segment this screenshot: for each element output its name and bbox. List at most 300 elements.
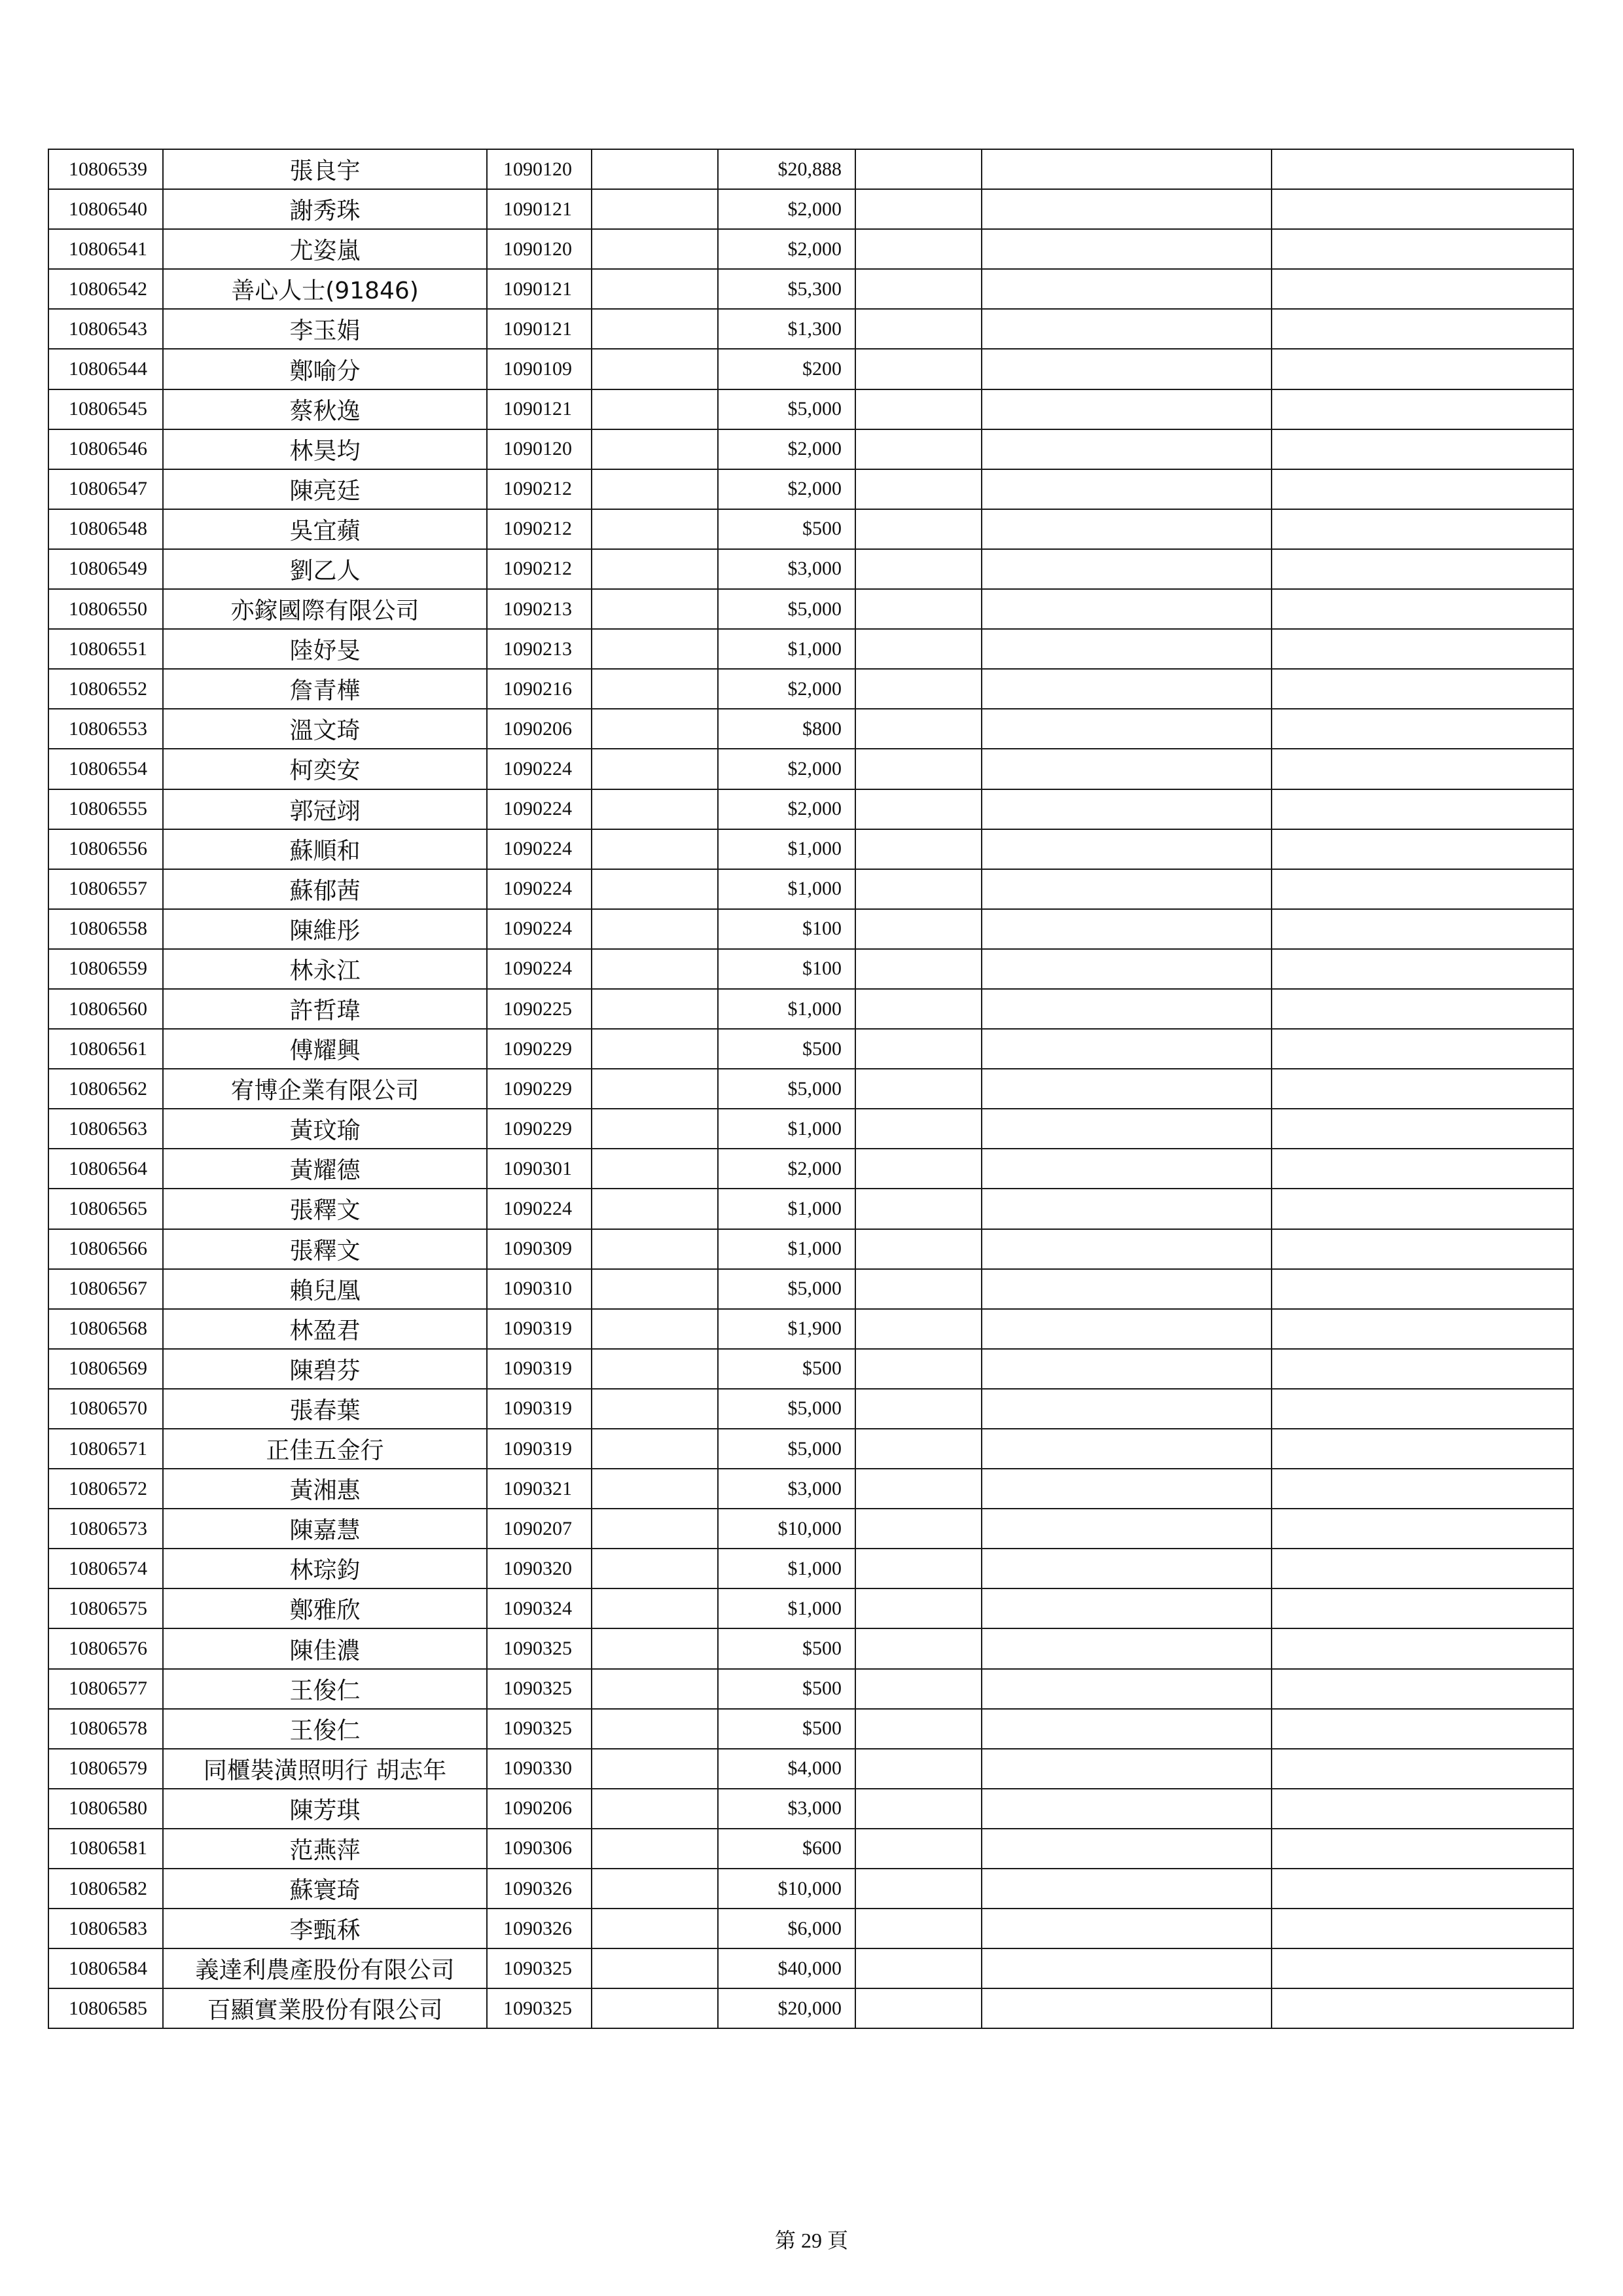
receipt-id-cell: 10806561 [48, 1029, 163, 1069]
date-cell: 1090326 [487, 1909, 592, 1948]
blank-cell [982, 1389, 1272, 1429]
receipt-id-cell: 10806568 [48, 1309, 163, 1349]
blank-cell [1272, 1229, 1573, 1269]
amount-cell: $2,000 [718, 189, 855, 229]
blank-cell [592, 149, 718, 189]
receipt-id-cell: 10806548 [48, 509, 163, 549]
donor-name-cell: 范燕萍 [163, 1829, 487, 1869]
date-cell: 1090309 [487, 1229, 592, 1269]
donor-name-cell: 宥博企業有限公司 [163, 1069, 487, 1109]
blank-cell [855, 1189, 982, 1229]
date-cell: 1090224 [487, 869, 592, 909]
date-cell: 1090121 [487, 309, 592, 349]
blank-cell [982, 1229, 1272, 1269]
table-row [48, 549, 1573, 589]
blank-cell [592, 869, 718, 909]
blank-cell [982, 909, 1272, 949]
blank-cell [855, 949, 982, 989]
blank-cell [592, 749, 718, 789]
table-row [48, 869, 1573, 909]
blank-cell [592, 669, 718, 709]
date-cell: 1090207 [487, 1509, 592, 1549]
blank-cell [855, 1588, 982, 1628]
table-row [48, 629, 1573, 669]
amount-cell: $2,000 [718, 469, 855, 509]
blank-cell [982, 469, 1272, 509]
table-row [48, 669, 1573, 709]
table-row [48, 1109, 1573, 1149]
amount-cell: $10,000 [718, 1509, 855, 1549]
blank-cell [855, 1549, 982, 1588]
blank-cell [1272, 1869, 1573, 1909]
receipt-id-cell: 10806553 [48, 709, 163, 749]
receipt-id-cell: 10806582 [48, 1869, 163, 1909]
donor-name-cell: 傅耀興 [163, 1029, 487, 1069]
blank-cell [1272, 1988, 1573, 2028]
donor-name-cell: 黃耀德 [163, 1149, 487, 1189]
blank-cell [592, 1869, 718, 1909]
blank-cell [1272, 309, 1573, 349]
blank-cell [855, 909, 982, 949]
amount-cell: $4,000 [718, 1749, 855, 1789]
blank-cell [592, 1309, 718, 1349]
blank-cell [592, 1189, 718, 1229]
date-cell: 1090121 [487, 189, 592, 229]
blank-cell [592, 1628, 718, 1668]
blank-cell [982, 1709, 1272, 1749]
blank-cell [855, 1869, 982, 1909]
table-row [48, 189, 1573, 229]
table-row [48, 1829, 1573, 1869]
blank-cell [855, 469, 982, 509]
amount-cell: $1,900 [718, 1309, 855, 1349]
blank-cell [1272, 789, 1573, 829]
blank-cell [982, 549, 1272, 589]
blank-cell [1272, 389, 1573, 429]
date-cell: 1090206 [487, 709, 592, 749]
blank-cell [1272, 1469, 1573, 1509]
blank-cell [982, 1829, 1272, 1869]
amount-cell: $3,000 [718, 549, 855, 589]
blank-cell [1272, 629, 1573, 669]
blank-cell [592, 1069, 718, 1109]
blank-cell [855, 189, 982, 229]
amount-cell: $1,300 [718, 309, 855, 349]
amount-cell: $500 [718, 1029, 855, 1069]
receipt-id-cell: 10806549 [48, 549, 163, 589]
amount-cell: $2,000 [718, 1149, 855, 1189]
table-row [48, 1588, 1573, 1628]
blank-cell [1272, 749, 1573, 789]
date-cell: 1090301 [487, 1149, 592, 1189]
date-cell: 1090325 [487, 1628, 592, 1668]
receipt-id-cell: 10806576 [48, 1628, 163, 1668]
blank-cell [1272, 1789, 1573, 1829]
receipt-id-cell: 10806578 [48, 1709, 163, 1749]
blank-cell [855, 1309, 982, 1349]
date-cell: 1090206 [487, 1789, 592, 1829]
blank-cell [1272, 269, 1573, 309]
donor-name-cell: 蔡秋逸 [163, 389, 487, 429]
amount-cell: $2,000 [718, 749, 855, 789]
amount-cell: $1,000 [718, 869, 855, 909]
blank-cell [982, 1349, 1272, 1389]
donor-name-cell: 黃湘惠 [163, 1469, 487, 1509]
blank-cell [1272, 1029, 1573, 1069]
blank-cell [982, 1509, 1272, 1549]
receipt-id-cell: 10806543 [48, 309, 163, 349]
date-cell: 1090224 [487, 909, 592, 949]
receipt-id-cell: 10806541 [48, 229, 163, 269]
table-row [48, 309, 1573, 349]
table-row [48, 1549, 1573, 1588]
amount-cell: $100 [718, 949, 855, 989]
blank-cell [592, 1149, 718, 1189]
blank-cell [982, 1869, 1272, 1909]
table-row [48, 1149, 1573, 1189]
blank-cell [592, 909, 718, 949]
blank-cell [855, 749, 982, 789]
donor-name-cell: 黃玟瑜 [163, 1109, 487, 1149]
table-row [48, 269, 1573, 309]
amount-cell: $40,000 [718, 1948, 855, 1988]
amount-cell: $6,000 [718, 1909, 855, 1948]
blank-cell [1272, 1069, 1573, 1109]
date-cell: 1090224 [487, 1189, 592, 1229]
blank-cell [855, 1269, 982, 1309]
table-row [48, 1269, 1573, 1309]
date-cell: 1090325 [487, 1948, 592, 1988]
receipt-id-cell: 10806550 [48, 589, 163, 629]
blank-cell [982, 509, 1272, 549]
blank-cell [855, 149, 982, 189]
blank-cell [592, 1029, 718, 1069]
blank-cell [1272, 1909, 1573, 1948]
blank-cell [982, 149, 1272, 189]
amount-cell: $10,000 [718, 1869, 855, 1909]
table-row [48, 1309, 1573, 1349]
blank-cell [592, 1789, 718, 1829]
blank-cell [855, 629, 982, 669]
receipt-id-cell: 10806560 [48, 989, 163, 1029]
blank-cell [592, 469, 718, 509]
blank-cell [592, 989, 718, 1029]
blank-cell [982, 1669, 1272, 1709]
date-cell: 1090229 [487, 1029, 592, 1069]
receipt-id-cell: 10806542 [48, 269, 163, 309]
blank-cell [1272, 1948, 1573, 1988]
blank-cell [855, 1109, 982, 1149]
receipt-id-cell: 10806544 [48, 349, 163, 389]
amount-cell: $1,000 [718, 1109, 855, 1149]
table-row [48, 709, 1573, 749]
blank-cell [1272, 149, 1573, 189]
blank-cell [982, 749, 1272, 789]
blank-cell [1272, 509, 1573, 549]
blank-cell [982, 669, 1272, 709]
blank-cell [1272, 1389, 1573, 1429]
blank-cell [592, 1588, 718, 1628]
receipt-id-cell: 10806540 [48, 189, 163, 229]
table-row [48, 1229, 1573, 1269]
blank-cell [855, 1749, 982, 1789]
blank-cell [592, 589, 718, 629]
amount-cell: $2,000 [718, 229, 855, 269]
donor-name-cell: 郭冠翊 [163, 789, 487, 829]
receipt-id-cell: 10806566 [48, 1229, 163, 1269]
date-cell: 1090321 [487, 1469, 592, 1509]
table-row [48, 1749, 1573, 1789]
blank-cell [1272, 1109, 1573, 1149]
receipt-id-cell: 10806577 [48, 1669, 163, 1709]
receipt-id-cell: 10806580 [48, 1789, 163, 1829]
blank-cell [855, 269, 982, 309]
amount-cell: $5,000 [718, 589, 855, 629]
table-row [48, 429, 1573, 469]
blank-cell [982, 1988, 1272, 2028]
blank-cell [982, 1069, 1272, 1109]
amount-cell: $5,000 [718, 1429, 855, 1469]
blank-cell [592, 269, 718, 309]
blank-cell [592, 1948, 718, 1988]
donor-name-cell: 義達利農產股份有限公司 [163, 1948, 487, 1988]
blank-cell [592, 1389, 718, 1429]
donor-name-cell: 亦鎵國際有限公司 [163, 589, 487, 629]
table-row [48, 1469, 1573, 1509]
blank-cell [855, 389, 982, 429]
date-cell: 1090120 [487, 149, 592, 189]
receipt-id-cell: 10806551 [48, 629, 163, 669]
donor-name-cell: 王俊仁 [163, 1669, 487, 1709]
blank-cell [1272, 1588, 1573, 1628]
blank-cell [592, 229, 718, 269]
donor-name-cell: 陳碧芬 [163, 1349, 487, 1389]
donor-name-cell: 陳芳琪 [163, 1789, 487, 1829]
amount-cell: $500 [718, 1709, 855, 1749]
blank-cell [982, 389, 1272, 429]
donor-name-cell: 蘇順和 [163, 829, 487, 869]
blank-cell [592, 509, 718, 549]
receipt-id-cell: 10806583 [48, 1909, 163, 1948]
receipt-id-cell: 10806579 [48, 1749, 163, 1789]
blank-cell [1272, 1549, 1573, 1588]
table-row [48, 509, 1573, 549]
donor-name-cell: 張釋文 [163, 1229, 487, 1269]
date-cell: 1090212 [487, 509, 592, 549]
donor-name-cell: 林永江 [163, 949, 487, 989]
blank-cell [1272, 1628, 1573, 1668]
table-row [48, 909, 1573, 949]
table-row [48, 1069, 1573, 1109]
donor-name-cell: 王俊仁 [163, 1709, 487, 1749]
blank-cell [592, 1709, 718, 1749]
donor-name-cell: 李甄秝 [163, 1909, 487, 1948]
receipt-id-cell: 10806552 [48, 669, 163, 709]
blank-cell [982, 1588, 1272, 1628]
table-row [48, 1988, 1573, 2028]
blank-cell [855, 1429, 982, 1469]
receipt-id-cell: 10806575 [48, 1588, 163, 1628]
blank-cell [592, 1469, 718, 1509]
blank-cell [982, 349, 1272, 389]
blank-cell [855, 549, 982, 589]
amount-cell: $200 [718, 349, 855, 389]
blank-cell [855, 309, 982, 349]
date-cell: 1090310 [487, 1269, 592, 1309]
blank-cell [855, 1909, 982, 1948]
table-row [48, 589, 1573, 629]
blank-cell [592, 1269, 718, 1309]
blank-cell [982, 189, 1272, 229]
blank-cell [982, 269, 1272, 309]
amount-cell: $20,000 [718, 1988, 855, 2028]
table-row [48, 1349, 1573, 1389]
blank-cell [982, 1109, 1272, 1149]
blank-cell [982, 869, 1272, 909]
amount-cell: $1,000 [718, 1549, 855, 1588]
blank-cell [592, 1669, 718, 1709]
blank-cell [592, 349, 718, 389]
donor-name-cell: 謝秀珠 [163, 189, 487, 229]
date-cell: 1090325 [487, 1669, 592, 1709]
receipt-id-cell: 10806572 [48, 1469, 163, 1509]
blank-cell [855, 1389, 982, 1429]
blank-cell [1272, 349, 1573, 389]
blank-cell [855, 669, 982, 709]
donor-name-cell: 許哲瑋 [163, 989, 487, 1029]
table-row [48, 1429, 1573, 1469]
blank-cell [982, 1269, 1272, 1309]
blank-cell [592, 1229, 718, 1269]
donor-name-cell: 賴兒凰 [163, 1269, 487, 1309]
ledger-body [48, 149, 1573, 2028]
donor-name-cell: 張良宇 [163, 149, 487, 189]
blank-cell [855, 989, 982, 1029]
amount-cell: $1,000 [718, 1229, 855, 1269]
blank-cell [1272, 1349, 1573, 1389]
receipt-id-cell: 10806547 [48, 469, 163, 509]
donor-name-cell: 張釋文 [163, 1189, 487, 1229]
blank-cell [1272, 949, 1573, 989]
blank-cell [982, 1189, 1272, 1229]
blank-cell [982, 1749, 1272, 1789]
blank-cell [1272, 589, 1573, 629]
blank-cell [855, 1229, 982, 1269]
blank-cell [855, 509, 982, 549]
table-row [48, 1909, 1573, 1948]
amount-cell: $3,000 [718, 1469, 855, 1509]
date-cell: 1090319 [487, 1309, 592, 1349]
table-row [48, 1389, 1573, 1429]
donor-name-cell: 尤姿嵐 [163, 229, 487, 269]
donor-name-cell: 陳亮廷 [163, 469, 487, 509]
blank-cell [592, 1349, 718, 1389]
amount-cell: $500 [718, 509, 855, 549]
blank-cell [982, 1948, 1272, 1988]
receipt-id-cell: 10806559 [48, 949, 163, 989]
amount-cell: $1,000 [718, 989, 855, 1029]
blank-cell [592, 829, 718, 869]
receipt-id-cell: 10806558 [48, 909, 163, 949]
amount-cell: $20,888 [718, 149, 855, 189]
blank-cell [855, 1069, 982, 1109]
receipt-id-cell: 10806554 [48, 749, 163, 789]
blank-cell [855, 1988, 982, 2028]
amount-cell: $1,000 [718, 629, 855, 669]
blank-cell [982, 1469, 1272, 1509]
table-row [48, 1948, 1573, 1988]
page-number: 第 29 頁 [774, 2229, 848, 2252]
date-cell: 1090216 [487, 669, 592, 709]
blank-cell [1272, 709, 1573, 749]
date-cell: 1090224 [487, 749, 592, 789]
amount-cell: $5,000 [718, 1069, 855, 1109]
date-cell: 1090319 [487, 1429, 592, 1469]
blank-cell [592, 1549, 718, 1588]
blank-cell [855, 1948, 982, 1988]
blank-cell [1272, 869, 1573, 909]
date-cell: 1090120 [487, 429, 592, 469]
amount-cell: $1,000 [718, 829, 855, 869]
blank-cell [1272, 669, 1573, 709]
receipt-id-cell: 10806581 [48, 1829, 163, 1869]
blank-cell [592, 429, 718, 469]
blank-cell [1272, 1509, 1573, 1549]
blank-cell [592, 309, 718, 349]
blank-cell [592, 1429, 718, 1469]
blank-cell [982, 429, 1272, 469]
blank-cell [855, 1628, 982, 1668]
date-cell: 1090213 [487, 629, 592, 669]
table-row [48, 749, 1573, 789]
blank-cell [982, 949, 1272, 989]
donor-name-cell: 陳佳濃 [163, 1628, 487, 1668]
blank-cell [982, 309, 1272, 349]
blank-cell [855, 1029, 982, 1069]
amount-cell: $5,000 [718, 389, 855, 429]
date-cell: 1090319 [487, 1389, 592, 1429]
blank-cell [982, 1628, 1272, 1668]
receipt-id-cell: 10806563 [48, 1109, 163, 1149]
receipt-id-cell: 10806539 [48, 149, 163, 189]
table-row [48, 949, 1573, 989]
table-row [48, 389, 1573, 429]
donor-name-cell: 林盈君 [163, 1309, 487, 1349]
blank-cell [855, 789, 982, 829]
blank-cell [982, 629, 1272, 669]
amount-cell: $5,000 [718, 1389, 855, 1429]
blank-cell [592, 1109, 718, 1149]
amount-cell: $800 [718, 709, 855, 749]
blank-cell [592, 189, 718, 229]
donor-name-cell: 林昊均 [163, 429, 487, 469]
date-cell: 1090121 [487, 389, 592, 429]
blank-cell [855, 1829, 982, 1869]
blank-cell [982, 789, 1272, 829]
blank-cell [1272, 469, 1573, 509]
blank-cell [1272, 1309, 1573, 1349]
donor-name-cell: 善心人士(91846) [163, 269, 487, 309]
blank-cell [855, 1789, 982, 1829]
blank-cell [855, 829, 982, 869]
blank-cell [1272, 1149, 1573, 1189]
donor-name-cell: 陳維彤 [163, 909, 487, 949]
receipt-id-cell: 10806555 [48, 789, 163, 829]
amount-cell: $5,000 [718, 1269, 855, 1309]
amount-cell: $500 [718, 1669, 855, 1709]
donor-name-cell: 陸妤旻 [163, 629, 487, 669]
donor-name-cell: 陳嘉慧 [163, 1509, 487, 1549]
